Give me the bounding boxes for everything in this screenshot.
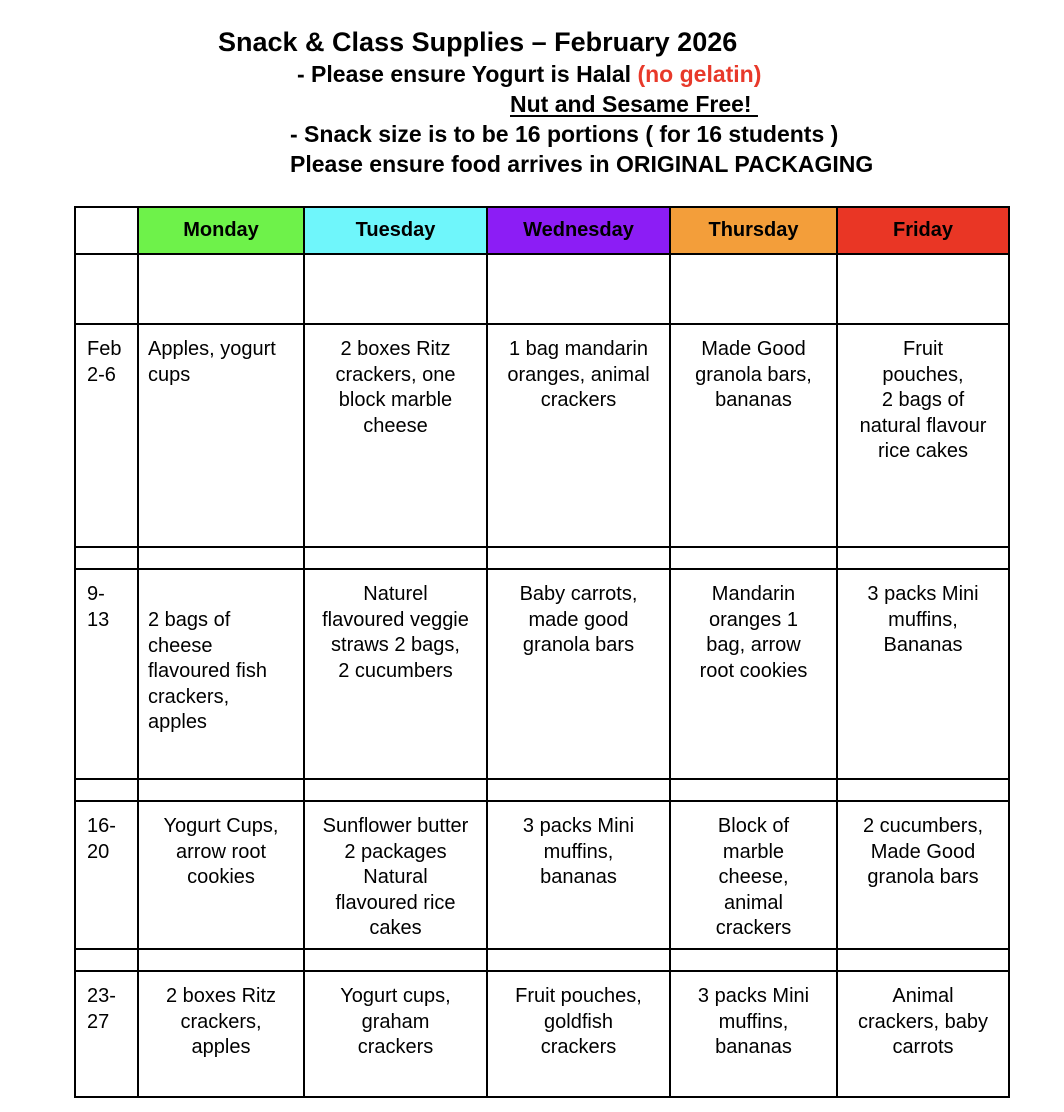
portion-note: - Snack size is to be 16 portions ( for 16 students ): [290, 121, 839, 147]
snack-cell: Yogurt cups, graham crackers: [304, 971, 487, 1097]
week-label: Feb 2-6: [75, 324, 138, 547]
week-row: [75, 971, 1009, 1097]
snack-cell: 3 packs Mini muffins, bananas: [487, 801, 670, 949]
week-row: [75, 801, 1009, 949]
halal-note: [297, 61, 761, 88]
spacer-row: [75, 779, 1009, 801]
day-header-thursday: Thursday: [670, 207, 837, 254]
snack-cell: 2 cucumbers, Made Good granola bars: [837, 801, 1009, 949]
week-label: 16- 20: [75, 801, 138, 949]
week-label: 23- 27: [75, 971, 138, 1097]
week-label: 9- 13: [75, 569, 138, 779]
day-header-row: [75, 207, 1009, 254]
snack-cell: Fruit pouches, goldfish crackers: [487, 971, 670, 1097]
day-header-monday: Monday: [138, 207, 304, 254]
snack-cell: 2 boxes Ritz crackers, apples: [138, 971, 304, 1097]
page-title: Snack & Class Supplies – February 2026: [218, 27, 738, 57]
halal-note-text: - Please ensure Yogurt is Halal: [297, 61, 638, 87]
snack-cell: 1 bag mandarin oranges, animal crackers: [487, 324, 670, 547]
snack-cell: Made Good granola bars, bananas: [670, 324, 837, 547]
day-header-friday: Friday: [837, 207, 1009, 254]
no-gelatin-note: (no gelatin): [637, 61, 762, 87]
packaging-note: Please ensure food arrives in ORIGINAL PACKAGING: [290, 151, 874, 177]
corner-cell: [75, 207, 138, 254]
snack-cell: Animal crackers, baby carrots: [837, 971, 1009, 1097]
spacer-row: [75, 949, 1009, 971]
spacer-row: [75, 547, 1009, 569]
week-row: [75, 569, 1009, 779]
snack-cell: Baby carrots, made good granola bars: [487, 569, 670, 779]
snack-cell: 3 packs Mini muffins, Bananas: [837, 569, 1009, 779]
snack-cell: Block of marble cheese, animal crackers: [670, 801, 837, 949]
snack-schedule-table: [74, 206, 1010, 1098]
snack-cell: Yogurt Cups, arrow root cookies: [138, 801, 304, 949]
week-row: [75, 324, 1009, 547]
snack-cell: Sunflower butter 2 packages Natural flavoured rice cakes: [304, 801, 487, 949]
snack-cell: Naturel flavoured veggie straws 2 bags, 2 cucumbers: [304, 569, 487, 779]
snack-cell: Apples, yogurt cups: [138, 324, 304, 547]
day-header-wednesday: Wednesday: [487, 207, 670, 254]
spacer-row: [75, 254, 1009, 324]
nut-free-note: Nut and Sesame Free!: [510, 91, 758, 117]
snack-cell: Mandarin oranges 1 bag, arrow root cookies: [670, 569, 837, 779]
day-header-tuesday: Tuesday: [304, 207, 487, 254]
snack-cell: 2 boxes Ritz crackers, one block marble cheese: [304, 324, 487, 547]
snack-cell: 3 packs Mini muffins, bananas: [670, 971, 837, 1097]
snack-cell: Fruit pouches, 2 bags of natural flavour rice cakes: [837, 324, 1009, 547]
snack-cell: 2 bags of cheese flavoured fish crackers, apples: [138, 569, 304, 779]
